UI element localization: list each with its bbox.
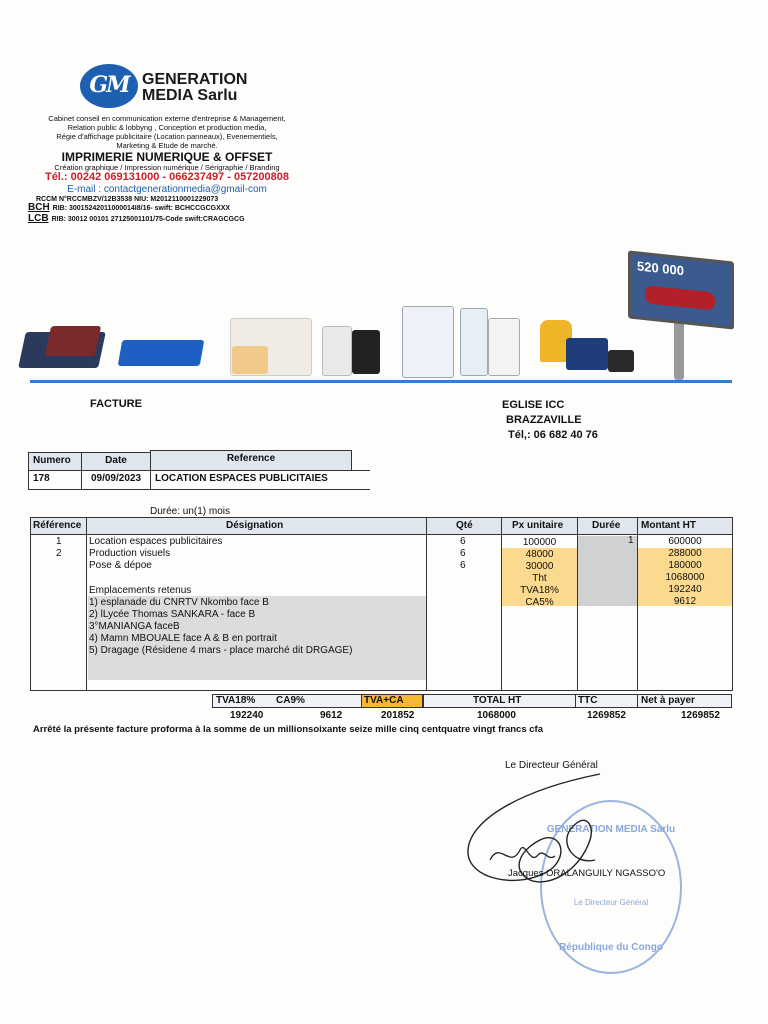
totals-tvaca-value: 201852	[381, 710, 415, 721]
motorcycle-image	[645, 285, 715, 310]
invoice-title: FACTURE	[90, 398, 142, 410]
totals-tvaca-label: TVA+CA	[364, 695, 404, 706]
row3-designation: Pose & dépoe	[89, 560, 152, 571]
bag-black-image	[352, 330, 380, 374]
client-city: BRAZZAVILLE	[506, 414, 582, 426]
imprimerie-subtitle: Création graphique / Impression numérique / Sérigraphie / Branding	[54, 163, 280, 172]
row3-montant: 180000	[668, 560, 702, 571]
col-header-designation: Désignation	[226, 520, 284, 531]
emplacement-item: 3°MANIANGA faceB	[89, 621, 180, 632]
emplacements-title: Emplacements retenus	[89, 585, 192, 596]
popup-stand-image	[402, 306, 454, 378]
client-name: EGLISE ICC	[502, 399, 565, 411]
col-divider	[86, 517, 87, 691]
bag-white-image	[322, 326, 352, 376]
duree-shade	[578, 536, 637, 606]
totals-divider	[423, 694, 424, 708]
stamp-top-text: GENERATION MEDIA Sarlu	[546, 824, 676, 835]
counter-image	[488, 318, 520, 376]
totals-tva-label: TVA18%	[216, 695, 256, 706]
totals-ca-value: 9612	[320, 710, 343, 721]
client-phone: Tél,: 06 682 40 76	[508, 429, 598, 441]
row1-qte: 6	[460, 536, 466, 547]
date-header: Date	[81, 452, 151, 471]
subtotal-tva-label: TVA18%	[520, 585, 559, 596]
emplacement-item: 4) Mamn MBOUALE face A & B en portrait	[89, 633, 277, 644]
company-name: GENERATION MEDIA Sarlu	[142, 71, 248, 104]
billboard-image	[628, 250, 734, 329]
emplacement-item: 1) esplanade du CNRTV Nkombo face B	[89, 597, 269, 608]
duree-note: Durée: un(1) mois	[150, 506, 231, 517]
col-header-montant: Montant HT	[641, 520, 696, 531]
row1-ref: 1	[56, 536, 62, 547]
subtotal-ca-value: 9612	[673, 596, 697, 607]
totals-net-value: 1269852	[681, 710, 720, 721]
arrete-sentence: Arrêté la présente facture proforma à la somme de un millionsoixante seize mille cinq centquatre vingt francs cfa	[33, 724, 543, 735]
handwritten-signature	[460, 770, 640, 900]
totals-ttc-label: TTC	[578, 695, 598, 706]
totals-tva-value: 192240	[230, 710, 264, 721]
director-name: Jacques ORALANGUILY NGASSO'O	[508, 868, 666, 879]
totals-ttc-value: 1269852	[587, 710, 626, 721]
emplacement-item: 2) lLycée Thomas SANKARA - face B	[89, 609, 256, 620]
subtotal-tht-label: Tht	[532, 573, 547, 584]
row1-duree: 1	[628, 535, 634, 546]
cards-image	[118, 340, 205, 366]
client-block	[502, 398, 598, 443]
col-header-reference: Référence	[33, 520, 82, 531]
totals-totalht-value: 1068000	[477, 710, 516, 721]
items-table-header-row	[31, 518, 732, 535]
reference-value: LOCATION ESPACES PUBLICITAIES	[150, 470, 370, 490]
row3-qte: 6	[460, 560, 466, 571]
bag-blue-image	[566, 338, 608, 370]
imprimerie-title: IMPRIMERIE NUMERIQUE & OFFSET	[61, 150, 273, 164]
bank-line-bch: BCH RIB: 30015242011000014I8/16- swift: BCHCCGCGXXX	[28, 202, 231, 213]
company-rccm: RCCM N°RCCMBZV/12B3538 NIU: M2012110001229073	[36, 196, 219, 203]
subtotal-tht-value: 1068000	[665, 572, 705, 583]
row1-montant: 600000	[668, 536, 702, 547]
row2-ref: 2	[56, 548, 62, 559]
numero-value: 178	[28, 470, 82, 490]
product-banner	[0, 250, 768, 385]
company-phone: Tél.: 00242 069131000 - 066237497 - 057200808	[44, 171, 290, 183]
row2-qte: 6	[460, 548, 466, 559]
row1-px: 100000	[522, 537, 557, 548]
totals-ca-label: CA9%	[276, 695, 305, 706]
totals-net-label: Net à payer	[641, 695, 695, 706]
date-value: 09/09/2023	[81, 470, 151, 490]
row2-montant: 288000	[668, 548, 702, 559]
numero-header: Numero	[28, 452, 82, 471]
col-header-qte: Qté	[456, 520, 473, 531]
totals-totalht-label: TOTAL HT	[473, 695, 522, 706]
totals-divider	[637, 694, 638, 708]
company-email: E-mail : contactgenerationmedia@gmail-com	[67, 184, 267, 195]
subtotal-tva-value: 192240	[668, 584, 702, 595]
col-header-duree: Durée	[592, 520, 621, 531]
magazine-image	[45, 326, 101, 356]
row2-px: 48000	[525, 549, 554, 560]
subtotal-ca-label: CA5%	[525, 597, 554, 608]
company-description: Cabinet conseil en communication externe d'entreprise & Management, Relation public & lobbyng , Conception et production media, Régie d'affichage publicitaire (Location panneaux), Evenementiels, Marketing & Etude de marché.	[48, 114, 286, 150]
signature-title: Le Directeur Général	[505, 760, 598, 771]
row1-designation: Location espaces publicitaires	[89, 536, 223, 547]
goodies-image	[608, 350, 634, 372]
col-header-px: Px unitaire	[512, 520, 564, 531]
company-logo	[80, 64, 138, 108]
col-divider	[426, 517, 427, 691]
banner-divider	[30, 380, 732, 383]
logo-letters: GM	[89, 72, 129, 98]
reference-header: Reference	[150, 450, 352, 471]
billboard-text: 520 000	[637, 258, 684, 279]
stamp-mid-text: Le Directeur Général	[573, 898, 649, 907]
emplacement-item: 5) Dragage (Résidene 4 mars - place marché dit DRGAGE)	[89, 645, 353, 656]
bank-line-lcb: LCB RIB: 30012 00101 27125001101/75-Code swift:CRAGCGCG	[28, 213, 245, 224]
stamp-bottom-text: République du Congo	[559, 942, 663, 953]
rollup-image	[460, 308, 488, 376]
totals-divider	[575, 694, 576, 708]
flyer-color-image	[232, 346, 268, 374]
row2-designation: Production visuels	[89, 548, 171, 559]
row3-px: 30000	[525, 561, 554, 572]
